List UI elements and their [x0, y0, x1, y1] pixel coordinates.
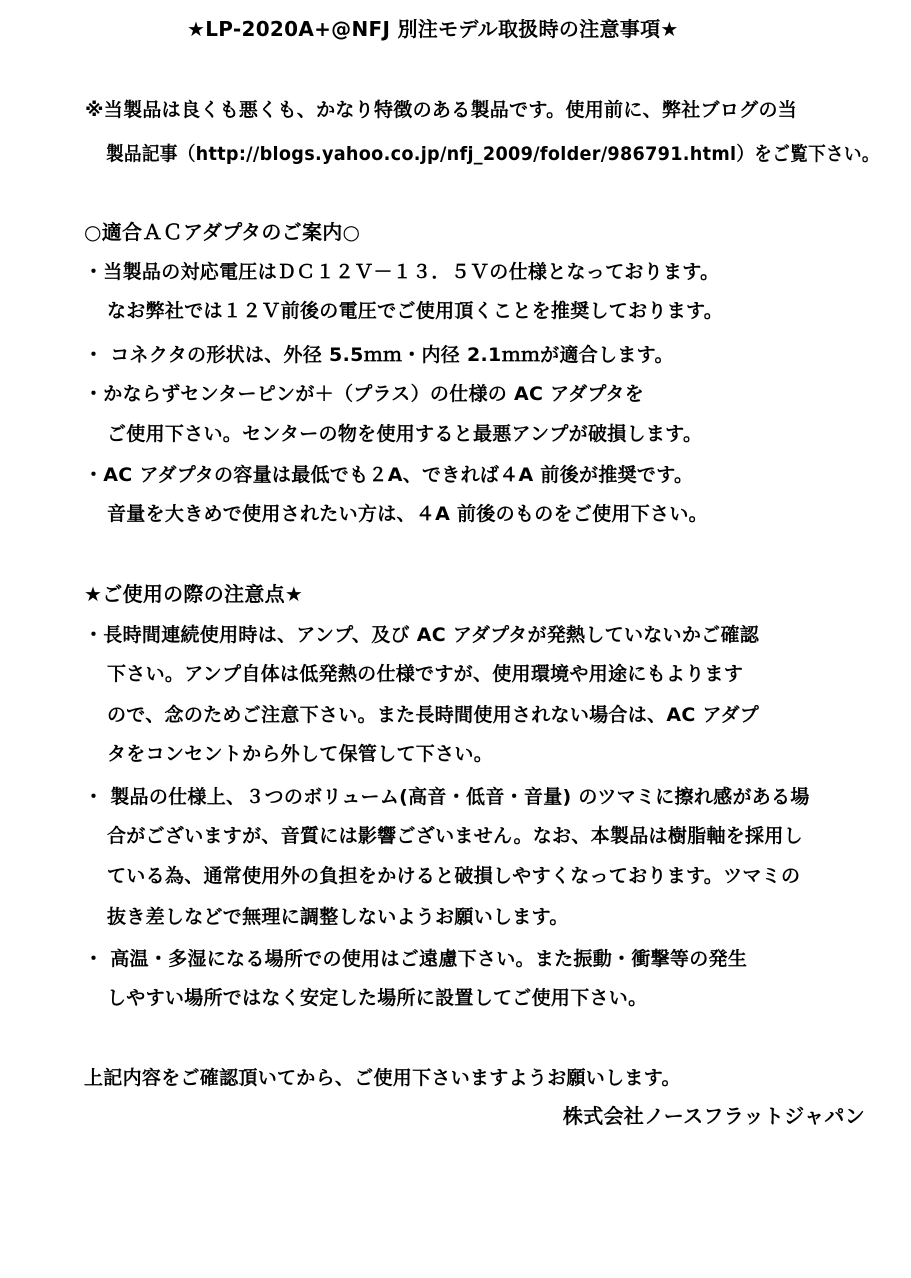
usage-line-5: ・ 製品の仕様上、３つのボリューム(高音・低音・音量) のツマミに擦れ感がある場 — [84, 786, 810, 808]
ac-adapter-line-5: ご使用下さい。センターの物を使用すると最悪アンプが破損します。 — [107, 423, 703, 445]
section-usage-heading: ★ご使用の際の注意点★ — [84, 582, 304, 606]
ac-adapter-line-3: ・ コネクタの形状は、外径 5.5ｍｍ・内径 2.1ｍｍが適合します。 — [84, 344, 674, 366]
usage-line-1: ・長時間連続使用時は、アンプ、及び AC アダプタが発熱していないかご確認 — [84, 624, 760, 646]
company-signature: 株式会社ノースフラットジャパン — [562, 1104, 865, 1128]
usage-line-6: 合がございますが、音質には影響ございません。なお、本製品は樹脂軸を採用し — [107, 825, 803, 847]
usage-line-9: ・ 高温・多湿になる場所での使用はご遠慮下さい。また振動・衝撃等の発生 — [84, 948, 748, 970]
usage-line-4: タをコンセントから外して保管して下さい。 — [107, 743, 494, 765]
usage-line-2: 下さい。アンプ自体は低発熱の仕様ですが、使用環境や用途にもよります — [107, 663, 744, 685]
usage-line-7: ている為、通常使用外の負担をかけると破損しやすくなっております。ツマミの — [107, 865, 801, 887]
usage-line-3: ので、念のためご注意下さい。また長時間使用されない場合は、AC アダプ — [107, 704, 760, 726]
usage-line-8: 抜き差しなどで無理に調整しないようお願いします。 — [107, 906, 569, 928]
ac-adapter-line-6: ・AC アダプタの容量は最低でも２A、できれば４A 前後が推奨です。 — [84, 464, 694, 486]
intro-line-2: 製品記事（http://blogs.yahoo.co.jp/nfj_2009/folder/986791.html）をご覧下さい。 — [106, 143, 880, 165]
ac-adapter-line-1: ・当製品の対応電圧はＤＣ１２Ｖ－１３．５Ｖの仕様となっております。 — [84, 261, 720, 283]
document-title: ★LP-2020A+@NFJ 別注モデル取扱時の注意事項★ — [187, 17, 679, 41]
usage-line-10: しやすい場所ではなく安定した場所に設置してご使用下さい。 — [107, 987, 648, 1009]
ac-adapter-line-4: ・かならずセンターピンが＋（プラス）の仕様の AC アダプタを — [84, 383, 644, 405]
closing-text: 上記内容をご確認頂いてから、ご使用下さいますようお願いします。 — [84, 1067, 681, 1089]
section-ac-adapter-heading: ○適合ＡＣアダプタのご案内○ — [84, 220, 361, 244]
ac-adapter-line-2: なお弊社では１２Ｖ前後の電圧でご使用頂くことを推奨しております。 — [107, 300, 724, 322]
ac-adapter-line-7: 音量を大きめで使用されたい方は、４A 前後のものをご使用下さい。 — [107, 503, 708, 525]
intro-line-1: ※当製品は良くも悪くも、かなり特徴のある製品です。使用前に、弊社ブログの当 — [85, 99, 798, 121]
